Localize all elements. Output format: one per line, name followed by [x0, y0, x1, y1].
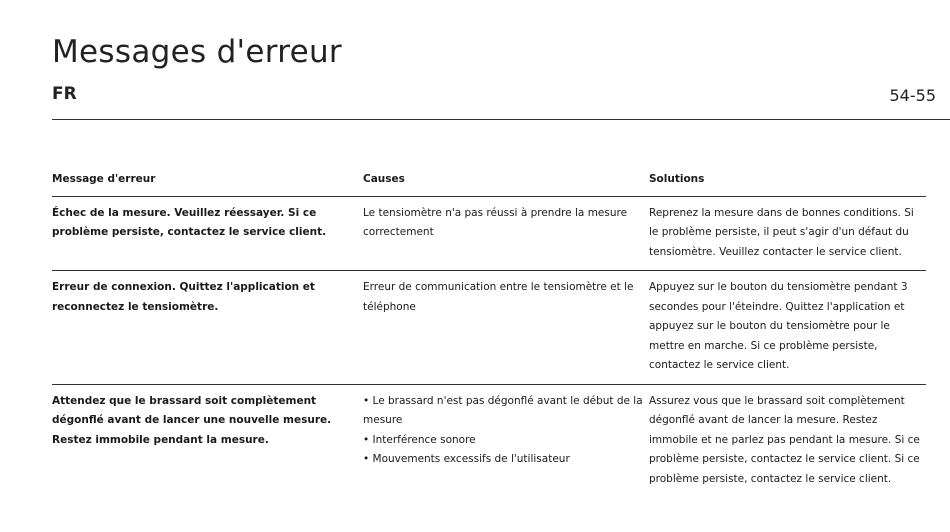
cause-item: • Interférence sonore	[363, 433, 476, 446]
table-header-row	[52, 170, 926, 197]
header-divider	[52, 119, 950, 120]
causes-cell	[363, 392, 649, 490]
cause-item: Le tensiomètre n'a pas réussi à prendre la mesure correctement	[363, 206, 628, 238]
page-title: Messages d'erreur	[52, 34, 342, 70]
causes-cell	[363, 278, 649, 376]
solution-cell: Reprenez la mesure dans de bonnes conditions. Si le problème persiste, il peut s'agir d'un défaut du tensiomètre. Veuillez contacter le service client.	[649, 206, 914, 258]
table-row	[52, 385, 926, 498]
error-message-cell: Erreur de connexion. Quittez l'application et reconnectez le tensiomètre.	[52, 281, 315, 313]
column-header-causes: Causes	[363, 173, 405, 185]
solution-cell: Assurez vous que le brassard soit complètement dégonflé avant de lancer la mesure. Restez immobile et ne parlez pas pendant la mesure. Si ce problème persiste, contactez le service client. Si ce problème persiste, contactez le service client.	[649, 394, 920, 485]
error-messages-table	[52, 170, 926, 497]
error-message-cell: Échec de la mesure. Veuillez réessayer. Si ce problème persiste, contactez le service client.	[52, 206, 327, 238]
solution-cell: Appuyez sur le bouton du tensiomètre pendant 3 secondes pour l'éteindre. Quittez l'application et appuyez sur le bouton du tensiomètre pour le mettre en marche. Si ce problème persiste, contactez le service client.	[649, 281, 908, 371]
table-row	[52, 271, 926, 385]
cause-item: • Mouvements excessifs de l'utilisateur	[363, 453, 570, 465]
column-header-solutions: Solutions	[649, 173, 705, 185]
error-message-cell: Attendez que le brassard soit complètement dégonflé avant de lancer une nouvelle mesure. Restez immobile pendant la mesure.	[52, 394, 332, 446]
language-label: FR	[52, 84, 77, 104]
cause-item: • Le brassard n'est pas dégonflé avant le début de la mesure	[363, 394, 643, 426]
column-header-message: Message d'erreur	[52, 173, 156, 185]
cause-item: Erreur de communication entre le tensiomètre et le téléphone	[363, 281, 634, 313]
table-row	[52, 197, 926, 272]
page-numbers: 54-55	[889, 86, 936, 105]
causes-cell	[363, 204, 649, 263]
